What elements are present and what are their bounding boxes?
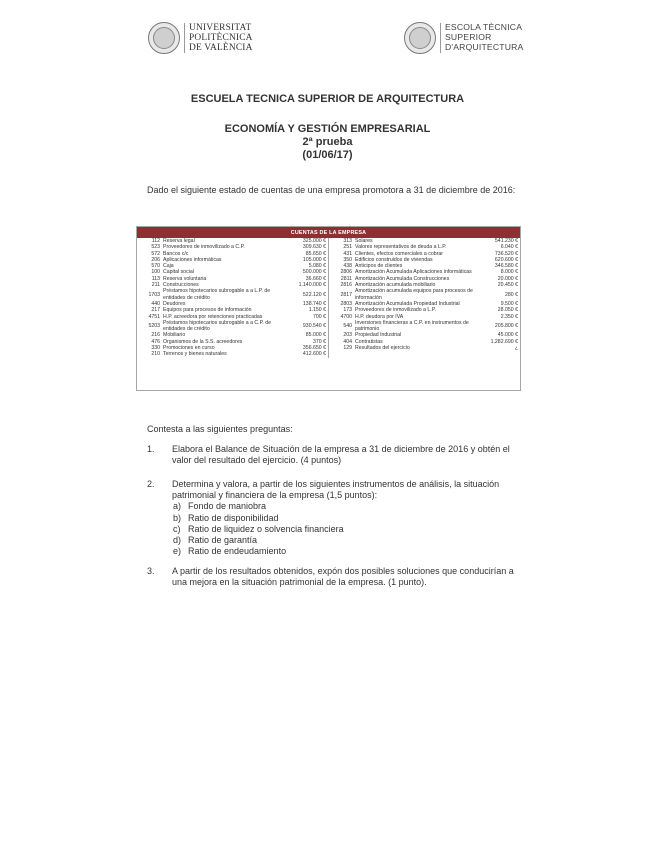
etsa-logo-line: ESCOLA TÈCNICA xyxy=(445,22,523,33)
account-amount: 736.520 € xyxy=(494,250,518,257)
account-name: Reserva legal xyxy=(163,238,195,244)
account-name: Capital social xyxy=(163,269,194,276)
ratio-letter: e) xyxy=(173,546,182,556)
upv-logo xyxy=(148,22,253,54)
account-amount: 9.500 € xyxy=(500,300,518,307)
ratio-item xyxy=(173,535,257,546)
account-code: 251 xyxy=(343,244,352,251)
question-number: 3. xyxy=(147,566,155,576)
account-code: 572 xyxy=(151,250,160,257)
account-name: Amortización acumulada equipos para procesos de información xyxy=(355,288,473,301)
ratio-letter: b) xyxy=(173,513,182,523)
account-row xyxy=(137,320,328,333)
account-name: Amortización Acumulada Propiedad Industrial xyxy=(355,300,460,307)
account-amount: 205.800 € xyxy=(494,323,518,329)
account-code: 523 xyxy=(151,244,160,251)
account-amount: 325.000 € xyxy=(302,238,326,244)
account-amount: 138.740 € xyxy=(302,300,326,307)
account-code: 5203 xyxy=(148,323,160,329)
account-name: Caja xyxy=(163,263,174,270)
account-code: 440 xyxy=(151,300,160,307)
account-amount: 309.630 € xyxy=(302,244,326,251)
etsa-logo-text xyxy=(445,23,523,52)
accounts-column-left xyxy=(137,238,329,358)
account-amount: 6.040 € xyxy=(500,244,518,251)
ratio-letter: d) xyxy=(173,535,182,545)
question-number: 1. xyxy=(147,444,155,454)
school-title: ESCUELA TECNICA SUPERIOR DE ARQUITECTURA xyxy=(190,93,465,105)
question-text: Elabora el Balance de Situación de la empresa a 31 de diciembre de 2016 y obtén el valor del resultado del ejercicio. (4 puntos) xyxy=(172,444,510,466)
logo-divider xyxy=(184,23,185,53)
account-amount: 522.120 € xyxy=(302,291,326,298)
account-amount: 5.080 € xyxy=(308,263,326,270)
account-name: Préstamos hipotecarios subrogable a a L.P. de entidades de crédito xyxy=(163,288,271,301)
account-name: Contratistas xyxy=(355,338,383,345)
upv-logo-text xyxy=(189,23,253,54)
account-name: Préstamos hipotecarios subrogable a a C.P. de entidades de crédito xyxy=(163,319,272,333)
account-name: Promociones en curso xyxy=(163,345,215,352)
account-amount: 280 € xyxy=(505,291,518,298)
ratio-text: Ratio de disponibilidad xyxy=(188,513,279,523)
account-amount: 412.600 € xyxy=(302,351,326,358)
accounts-column-right xyxy=(329,238,520,358)
account-name: Bancos c/c xyxy=(163,250,189,257)
ratio-letter: c) xyxy=(173,524,181,534)
account-code: 2806 xyxy=(340,269,352,276)
account-code: 206 xyxy=(151,256,160,263)
upv-logo-line: UNIVERSITAT xyxy=(189,22,252,33)
account-amount: 346.580 € xyxy=(494,263,518,270)
account-amount: 85.000 € xyxy=(305,332,326,339)
account-name: Amortización Acumulada Aplicaciones informáticas xyxy=(355,269,472,276)
question-3 xyxy=(147,566,522,589)
course-title: ECONOMÍA Y GESTIÓN EMPRESARIAL xyxy=(224,123,431,135)
account-amount: 20.000 € xyxy=(497,275,518,282)
account-code: 476 xyxy=(151,338,160,345)
account-code: 2816 xyxy=(340,282,352,289)
account-amount: 105.000 € xyxy=(302,256,326,263)
account-name: Propiedad Industrial xyxy=(355,332,402,339)
exam-date: (01/06/17) xyxy=(302,149,353,161)
account-amount: 620.600 € xyxy=(494,256,518,263)
account-code: 313 xyxy=(343,238,352,244)
account-amount: 500.000 € xyxy=(302,269,326,276)
account-code: 350 xyxy=(343,256,352,263)
account-code: 216 xyxy=(151,332,160,339)
etsa-logo-line: SUPERIOR xyxy=(445,32,492,43)
account-name: Amortización Acumulada Construcciones xyxy=(355,275,450,282)
question-text: Determina y valora, a partir de los siguientes instrumentos de análisis, la situación patrimonial y financiera de la empresa (1,5 puntos): xyxy=(172,479,500,501)
accounts-table xyxy=(136,226,521,391)
account-amount: 1.282.690 € xyxy=(490,338,518,345)
account-name: Organismos de la S.S. acreedores xyxy=(163,338,243,345)
account-name: Proveedores de inmovilizado a L.P. xyxy=(355,307,436,314)
account-amount: 20.450 € xyxy=(497,282,518,289)
account-name: Valores representativos de deuda a L.P. xyxy=(355,244,447,251)
account-code: 431 xyxy=(343,250,352,257)
account-name: Equipos para procesos de información xyxy=(163,307,252,314)
logo-divider xyxy=(440,23,441,53)
account-row xyxy=(329,345,520,351)
account-code: 113 xyxy=(151,275,160,282)
ratio-text: Ratio de garantía xyxy=(188,535,258,545)
account-row xyxy=(329,320,520,333)
account-code: 217 xyxy=(151,307,160,314)
upv-logo-line: POLITÈCNICA xyxy=(189,32,253,43)
account-amount: 85.650 € xyxy=(305,250,326,257)
etsa-seal-icon xyxy=(404,22,436,54)
account-code: 2811 xyxy=(340,275,352,282)
account-amount: 8.000 € xyxy=(500,269,518,276)
account-name: Edificios construidos de viviendas xyxy=(355,256,433,263)
account-amount: 1.150 € xyxy=(308,307,326,314)
account-code: 404 xyxy=(343,338,352,345)
account-row xyxy=(137,351,328,357)
account-name: Inversiones financieras a C.P. en instrumentos de patrimonio xyxy=(355,319,469,333)
question-2 xyxy=(147,479,522,502)
account-name: H.P. acreedora por retenciones practicadas xyxy=(163,313,263,320)
etsa-logo-line: D'ARQUITECTURA xyxy=(445,41,524,52)
upv-seal-icon xyxy=(148,22,180,54)
account-name: Terrenos y bienes naturales xyxy=(163,351,227,358)
account-name: Proveedores de inmovilizado a C.P. xyxy=(163,244,245,251)
account-code: 1703 xyxy=(148,291,160,298)
exam-title: 2ª prueba xyxy=(302,136,353,148)
account-code: 210 xyxy=(151,351,160,358)
ratio-text: Ratio de liquidez o solvencia financiera xyxy=(188,524,344,534)
account-amount: 2.350 € xyxy=(500,313,518,320)
account-code: 2817 xyxy=(340,291,352,298)
account-amount: ¿ xyxy=(514,345,518,352)
account-name: Reserva voluntaria xyxy=(163,275,207,282)
accounts-table-header: CUENTAS DE LA EMPRESA xyxy=(137,227,520,238)
account-code: 4700 xyxy=(340,313,352,320)
account-name: Resultados del ejercicio xyxy=(355,345,410,352)
account-code: 100 xyxy=(151,269,160,276)
account-amount: 930.540 € xyxy=(302,323,326,329)
account-row xyxy=(137,288,328,301)
account-amount: 370 € xyxy=(313,338,326,345)
account-amount: 45.000 € xyxy=(497,332,518,339)
etsa-logo xyxy=(404,22,523,54)
ratio-item xyxy=(173,524,344,535)
account-code: 112 xyxy=(151,238,160,244)
ratio-item xyxy=(173,546,286,557)
accounts-table-body xyxy=(137,238,520,358)
account-code: 4751 xyxy=(148,313,160,320)
account-code: 2803 xyxy=(340,300,352,307)
account-name: Amortización acumulada mobiliario xyxy=(355,282,436,289)
questions-intro: Contesta a las siguientes preguntas: xyxy=(147,424,293,434)
account-name: Clientes, efectos comerciales a cobrar xyxy=(355,250,443,257)
ratio-item xyxy=(173,501,266,512)
account-name: Anticipos de clientes xyxy=(355,263,403,270)
account-row xyxy=(329,288,520,301)
ratio-letter: a) xyxy=(173,501,182,511)
account-code: 330 xyxy=(151,345,160,352)
account-code: 211 xyxy=(151,282,160,289)
account-amount: 541.230 € xyxy=(494,238,518,244)
account-amount: 700 € xyxy=(313,313,326,320)
account-code: 173 xyxy=(343,307,352,314)
account-amount: 356.650 € xyxy=(302,345,326,352)
question-number: 2. xyxy=(147,479,155,489)
account-amount: 28.050 € xyxy=(497,307,518,314)
question-text: A partir de los resultados obtenidos, expón dos posibles soluciones que conducirían a una mejora en la situación patrimonial de la empresa. (1 punto). xyxy=(172,566,514,588)
account-amount: 1.140.000 € xyxy=(298,282,326,289)
ratio-item xyxy=(173,513,279,524)
account-name: Aplicaciones informáticas xyxy=(163,256,222,263)
ratio-text: Ratio de endeudamiento xyxy=(188,546,287,556)
upv-logo-line: DE VALÈNCIA xyxy=(189,43,253,54)
intro-text: Dado el siguiente estado de cuentas de una empresa promotora a 31 de diciembre de 2016: xyxy=(147,185,516,195)
account-name: Solares xyxy=(355,238,373,244)
account-amount: 36.660 € xyxy=(305,275,326,282)
question-1 xyxy=(147,444,522,467)
account-code: 570 xyxy=(151,263,160,270)
account-name: Deudores xyxy=(163,300,186,307)
account-name: Mobiliario xyxy=(163,332,186,339)
account-code: 438 xyxy=(343,263,352,270)
account-code: 129 xyxy=(343,345,352,352)
account-name: H.P. deudora por IVA xyxy=(355,313,404,320)
account-code: 540 xyxy=(343,323,352,329)
ratio-text: Fondo de maniobra xyxy=(188,501,267,511)
account-name: Construcciones xyxy=(163,282,199,289)
account-code: 203 xyxy=(343,332,352,339)
